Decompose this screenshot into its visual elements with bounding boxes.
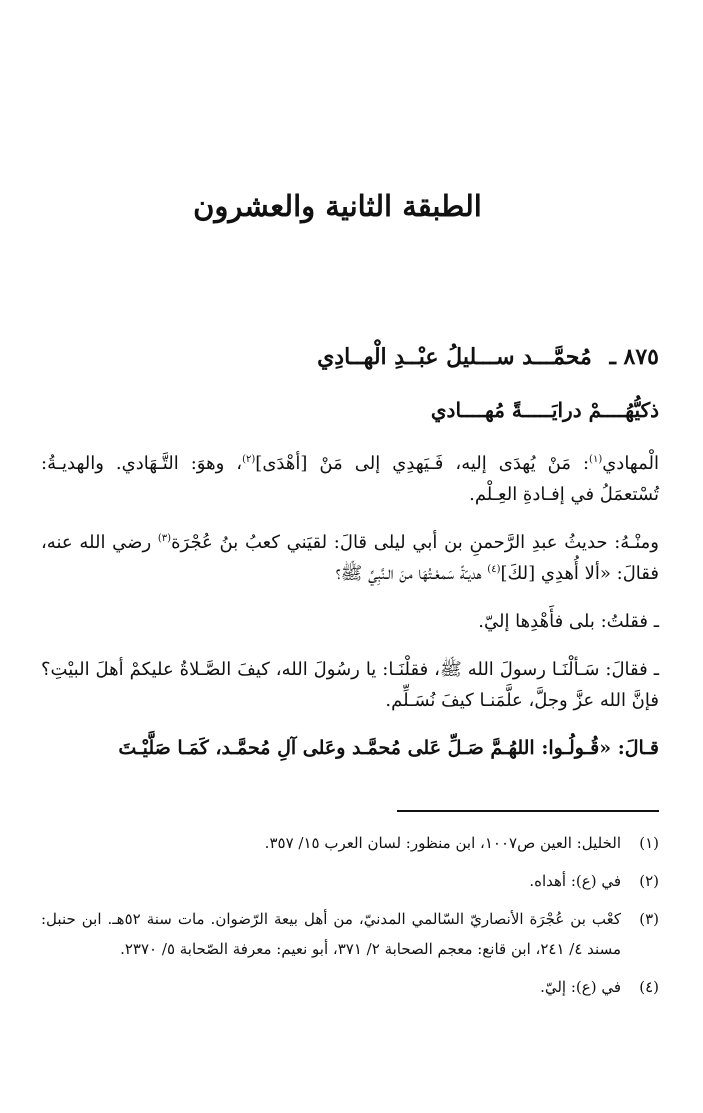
chapter-title: الطبقة الثانية والعشرون (193, 189, 482, 223)
footnote (41, 828, 659, 858)
footnote (41, 904, 659, 964)
footnote (41, 866, 659, 896)
paragraph-text: الْمهادي (602, 453, 659, 474)
footnote-ref[interactable]: (٤) (487, 564, 501, 575)
footnote-text: في (ع): أهداه. (529, 872, 621, 890)
paragraph-question: ـ فقالَ: سَـألْنَـا رسولَ الله ﷺ، فقلْنَـا: يا رسُولَ الله، كيفَ الصَّـلاةُ عليكمْ أهلَ البيْتِ؟ فإنَّ الله عزَّ وجلَّ، علَّمَنـا كيفَ نُسَـلِّم. (41, 659, 659, 711)
footnote-ref[interactable]: (٣) (157, 533, 172, 544)
footnote-ref[interactable]: (١) (589, 454, 603, 465)
paragraph-text: هديـّةً سَمعْـتُهَا منَ الـنَّبِيِّ ﷺ؟ (335, 563, 488, 584)
paragraph-text: : مَنْ يُهدَى إليه، فَـيَهدِي إلى مَنْ [أهْدَى] (255, 453, 590, 474)
entry-number: ٨٧٥ ـ (609, 344, 659, 370)
body-text (41, 448, 659, 781)
footnote-number: (٢) (639, 872, 659, 890)
footnote-number: (٣) (639, 910, 659, 928)
footnote (41, 972, 659, 1002)
entry-heading (317, 340, 659, 374)
paragraph-text: رضي الله عنه، فقالَ: «ألا أُهدِي [لكَ] (41, 532, 659, 584)
chain-title: ذكيُّهُــــمْ درايَـــــةً مُهــــادي (430, 398, 659, 422)
footnotes (41, 828, 659, 1010)
footnote-ref[interactable]: (٢) (242, 454, 256, 465)
entry-name: مُحمَّـــد ســـليلُ عبْــدِ الْهــادِي (317, 344, 592, 370)
paragraph-definition (41, 448, 659, 510)
footnote-text: الخليل: العين ص١٠٠٧، ابن منظور: لسان العرب ١٥/ ٣٥٧. (264, 834, 621, 852)
footnote-text: في (ع): إليّ. (540, 978, 621, 996)
footnote-text: كعْب بن عُجْرَة الأنصاريّ السّالمي المدنيّ، من أهل بيعة الرّضوان. مات سنة ٥٢هـ. ابن حنبل: مسند ٤/ ٢٤١، ابن قانع: معجم الصحابة ٢/ ٣٧١، أبو نعيم: معرفة الصّحابة ٥/ ٢٣٧٠. (41, 910, 621, 958)
footnote-number: (١) (639, 834, 659, 852)
paragraph-salawat: قـالَ: «قُـولُـوا: اللهُـمَّ صَـلِّ عَلى مُحمَّـد وعَلى آلِ مُحمَّـد، كَمَـا صَلَّيْـتَ (118, 737, 659, 759)
footnote-divider (397, 810, 659, 812)
footnote-number: (٤) (639, 978, 659, 996)
paragraph-text: ومنْـهُ: حديثُ عبدِ الرَّحمنِ بن أبي ليلى قالَ: لقيَني كعبُ بنُ عُجْرَة (171, 532, 659, 553)
paragraph-text: ، وهوَ: التَّـهَادي. والهديـةُ: تُسْتعمَلُ في إفـادةِ العِـلْم. (41, 453, 659, 505)
paragraph-hadith-intro (41, 527, 659, 589)
paragraph-reply: ـ فقلتُ: بلى فأَهْدِها إليّ. (478, 611, 659, 632)
